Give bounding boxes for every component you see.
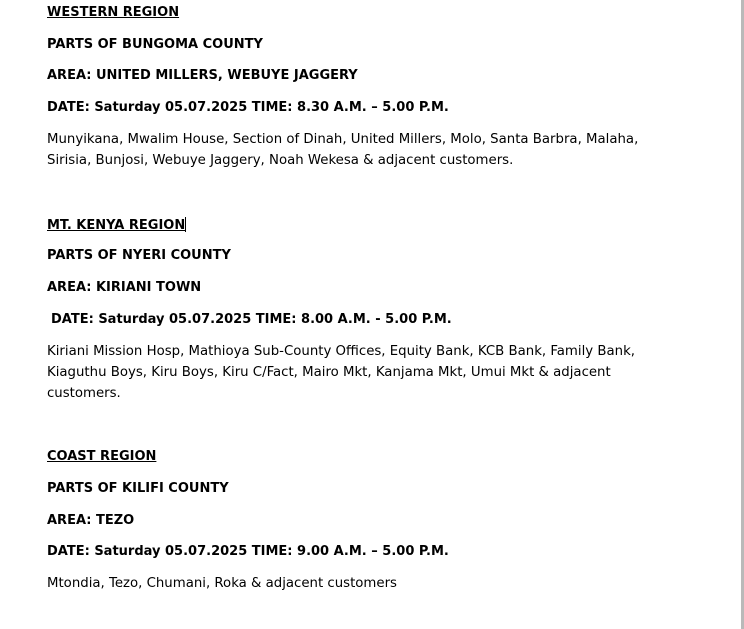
area-line: AREA: KIRIANI TOWN — [47, 280, 202, 295]
region-heading: WESTERN REGION — [47, 5, 180, 20]
area-line: AREA: UNITED MILLERS, WEBUYE JAGGERY — [47, 68, 358, 83]
county-line: PARTS OF KILIFI COUNTY — [47, 481, 229, 496]
datetime-line: DATE: Saturday 05.07.2025 TIME: 9.00 A.M. – 5.00 P.M. — [47, 544, 449, 559]
locations-paragraph: Mtondia, Tezo, Chumani, Roka & adjacent customers — [47, 576, 397, 591]
area-line: AREA: TEZO — [47, 513, 135, 528]
region-heading-text: MT. KENYA REGION — [47, 218, 186, 233]
county-line: PARTS OF BUNGOMA COUNTY — [47, 37, 263, 52]
county-line: PARTS OF NYERI COUNTY — [47, 248, 231, 263]
region-heading — [47, 217, 186, 234]
datetime-line: DATE: Saturday 05.07.2025 TIME: 8.30 A.M. – 5.00 P.M. — [47, 100, 449, 115]
datetime-line: DATE: Saturday 05.07.2025 TIME: 8.00 A.M. - 5.00 P.M. — [51, 312, 452, 327]
locations-paragraph: Munyikana, Mwalim House, Section of Dinah, United Millers, Molo, Santa Barbra, Malaha, Sirisia, Bunjosi, Webuye Jaggery, Noah Wekesa & adjacent customers. — [47, 132, 639, 168]
locations-paragraph: Kiriani Mission Hosp, Mathioya Sub-County Offices, Equity Bank, KCB Bank, Family Bank, Kiaguthu Boys, Kiru Boys, Kiru C/Fact, Mairo Mkt, Kanjama Mkt, Umui Mkt & adjacent customers. — [47, 344, 635, 401]
region-heading: COAST REGION — [47, 449, 157, 464]
text-cursor — [185, 217, 186, 232]
